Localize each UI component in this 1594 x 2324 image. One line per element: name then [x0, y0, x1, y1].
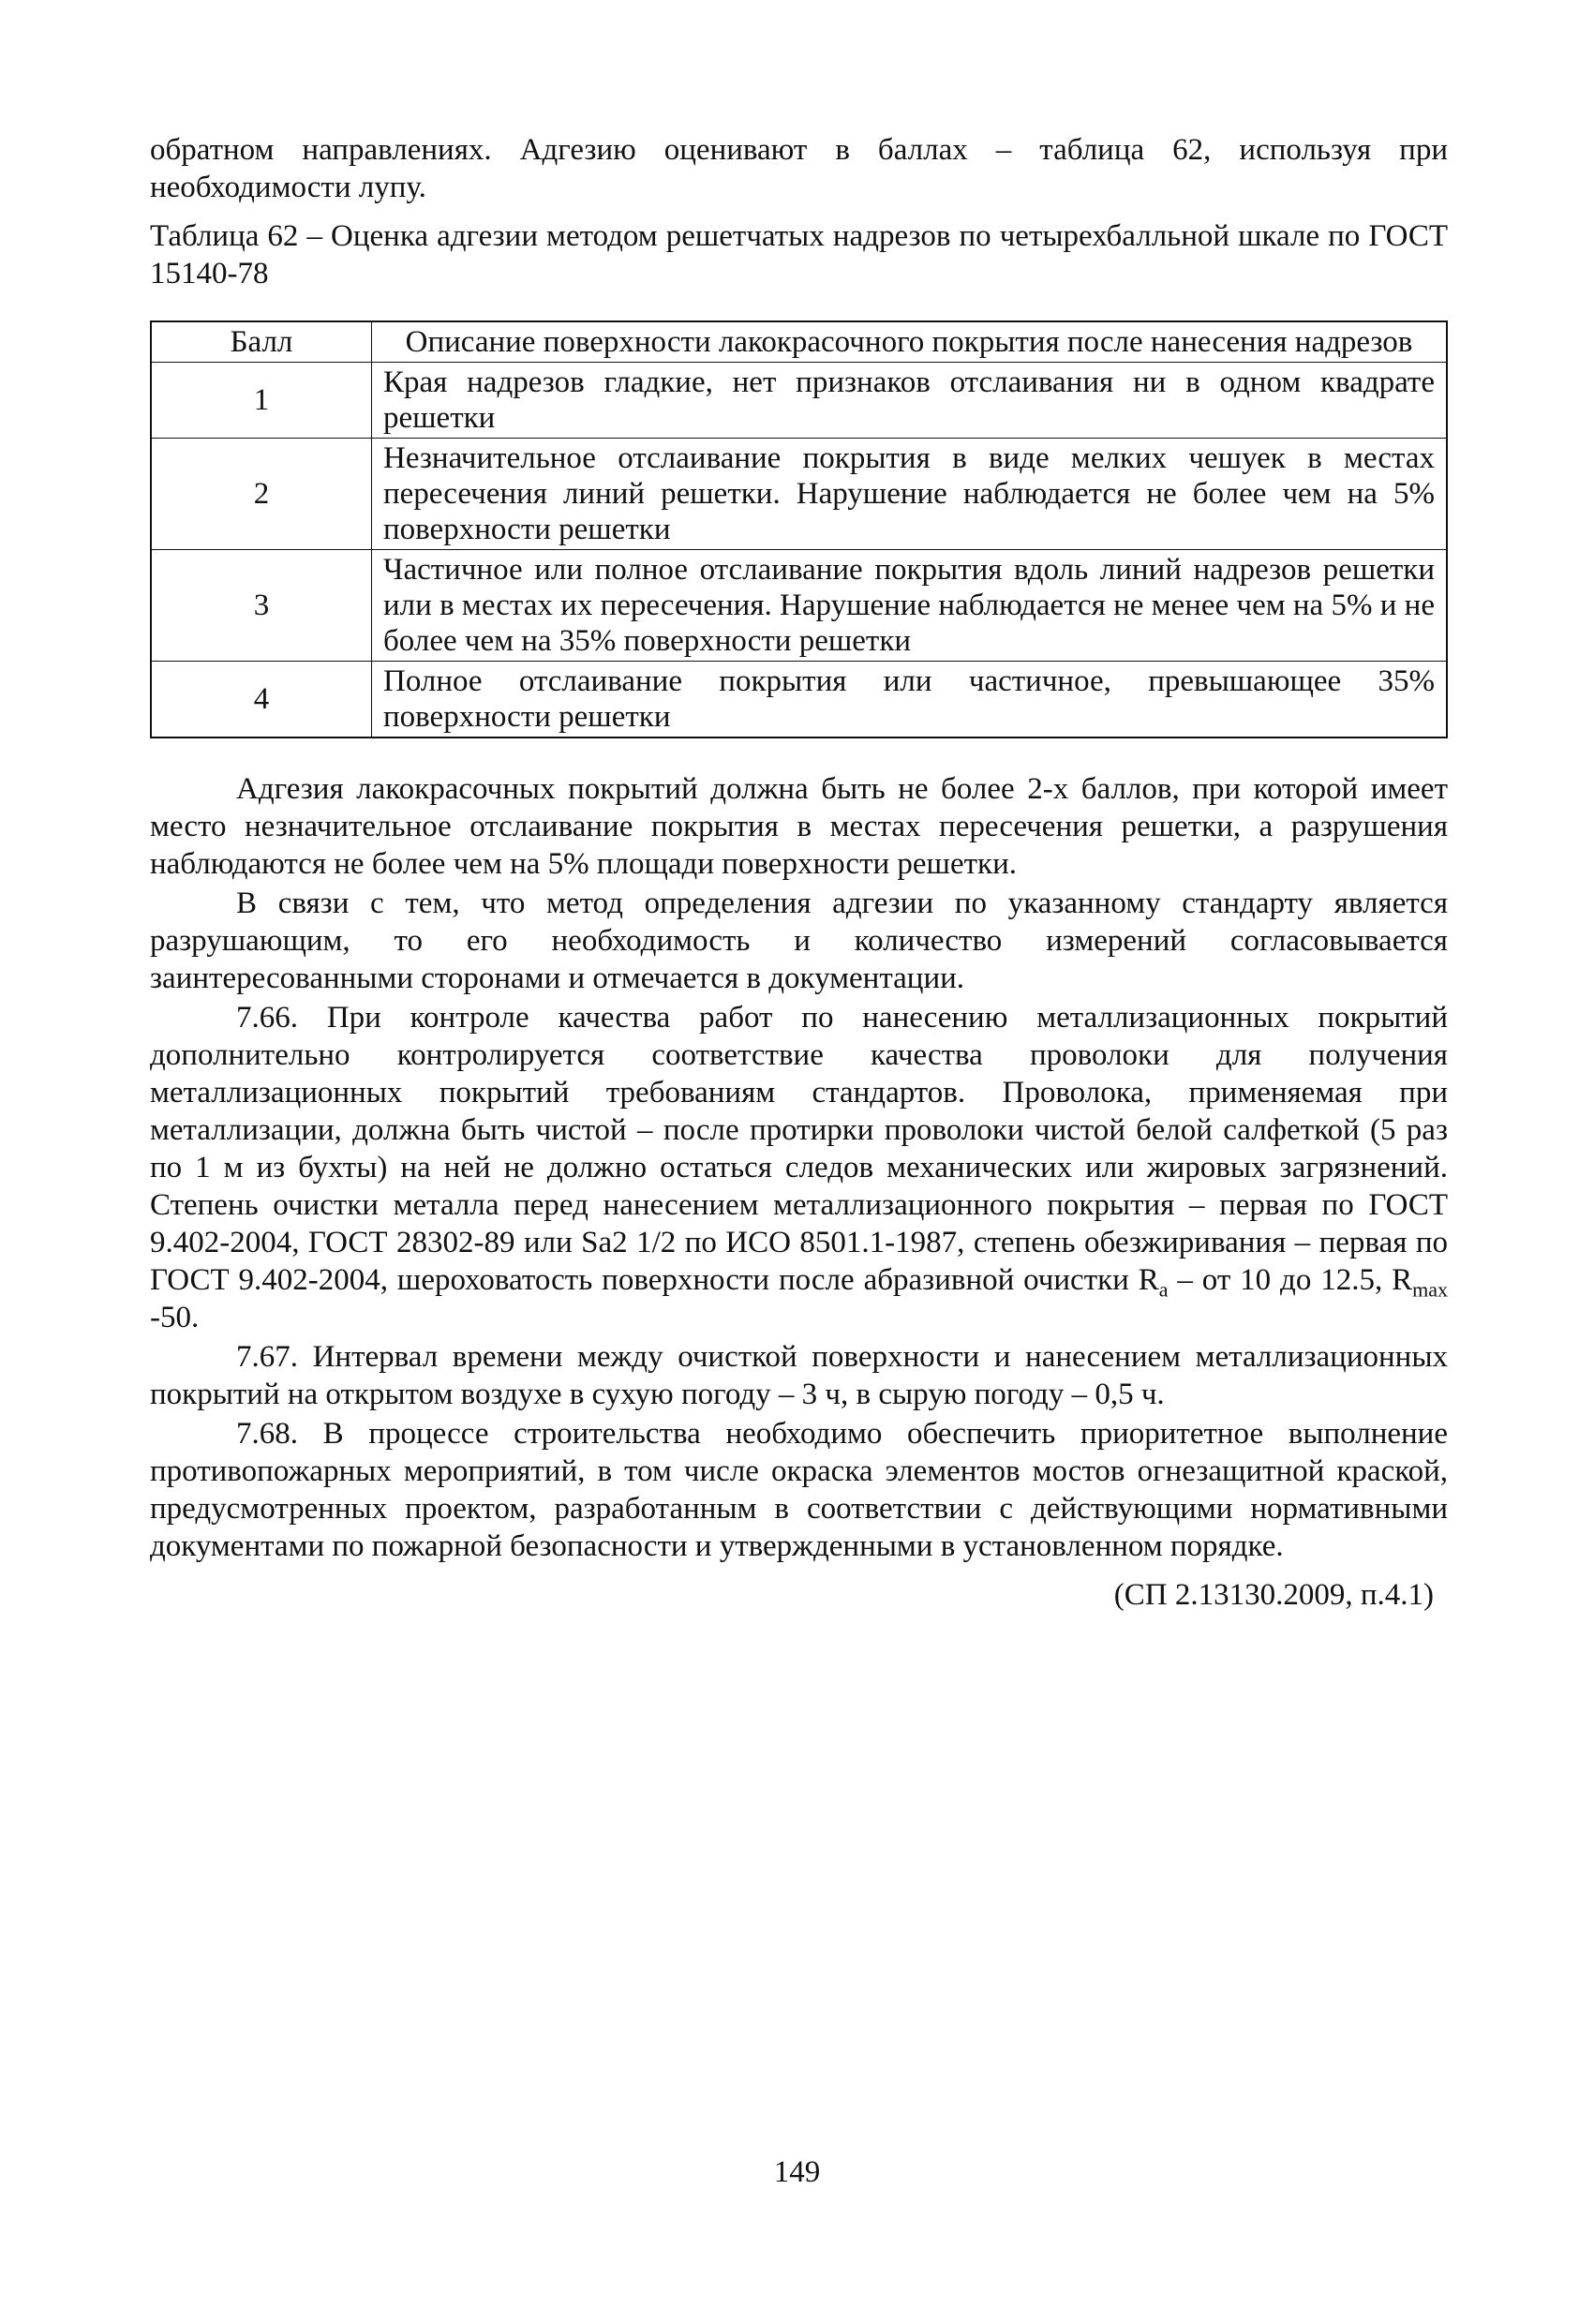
- grade-cell: 2: [151, 439, 372, 550]
- clause-7-66-text: 7.66. При контроле качества работ по нанесению металлизационных покрытий дополнительно контролируется соответствие качества проволоки для получения металлизационных покрытий требованиям стандартов. Проволока, применяемая при металлизации, должна быть чистой – после протирки проволоки чистой белой салфеткой (5 раз по 1 м из бухты) на ней не должно остаться следов механических или жировых загрязнений. Степень очистки металла перед нанесением металлизационного покрытия – первая по ГОСТ 9.402-2004, ГОСТ 28302-89 или Sa2 1/2 по ИСО 8501.1-1987, степень обезжиривания – первая по ГОСТ 9.402-2004, шероховатость поверхности после абразивной очистки R: [150, 1001, 1448, 1297]
- clause-7-66-paragraph: [150, 999, 1448, 1336]
- clause-7-67-paragraph: 7.67. Интервал времени между очисткой поверхности и нанесением металлизационных покрытий на открытом воздухе в сухую погоду – 3 ч, в сырую погоду – 0,5 ч.: [150, 1340, 1448, 1411]
- table-row: [151, 662, 1447, 738]
- clause-7-66-end: -50.: [150, 1301, 200, 1334]
- grade-cell: 3: [151, 550, 372, 662]
- header-grade: Балл: [151, 321, 372, 363]
- description-cell: Незначительное отслаивание покрытия в виде мелких чешуек в местах пересечения линий решетки. Нарушение наблюдается не более чем на 5% поверхности решетки: [372, 439, 1448, 550]
- description-cell: Полное отслаивание покрытия или частичное, превышающее 35% поверхности решетки: [372, 662, 1448, 738]
- clause-7-66-range: – от 10 до 12.5, R: [1168, 1263, 1413, 1297]
- grade-cell: 4: [151, 662, 372, 738]
- adhesion-grade-table: [150, 320, 1448, 738]
- intro-paragraph: обратном направлениях. Адгезию оценивают в баллах – таблица 62, используя при необходимости лупу.: [150, 133, 1448, 204]
- document-page: [150, 131, 1448, 1614]
- clause-7-68-paragraph: 7.68. В процессе строительства необходимо обеспечить приоритетное выполнение противопожарных мероприятий, в том числе окраска элементов мостов огнезащитной краской, предусмотренных проектом, разработанным в соответствии с действующими нормативными документами по пожарной безопасности и утвержденными в установленном порядке.: [150, 1417, 1448, 1563]
- page-number: 149: [773, 2155, 821, 2189]
- header-description: Описание поверхности лакокрасочного покрытия после нанесения надрезов: [372, 321, 1448, 363]
- grade-cell: 1: [151, 363, 372, 439]
- table-row: [151, 550, 1447, 662]
- roughness-subscript-a: a: [1158, 1277, 1169, 1302]
- table-row: [151, 439, 1447, 550]
- roughness-subscript-max: max: [1412, 1277, 1448, 1302]
- adhesion-limit-paragraph: Адгезия лакокрасочных покрытий должна быть не более 2-х баллов, при которой имеет место незначительное отслаивание покрытия в местах пересечения решетки, а разрушения наблюдаются не более чем на 5% площади поверхности решетки.: [150, 772, 1448, 881]
- table-caption: Таблица 62 – Оценка адгезии методом решетчатых надрезов по четырехбалльной шкале по ГОСТ 15140-78: [150, 219, 1448, 290]
- normative-reference: (СП 2.13130.2009, п.4.1): [1113, 1578, 1434, 1612]
- destructive-method-paragraph: В связи с тем, что метод определения адгезии по указанному стандарту является разрушающим, то его необходимость и количество измерений согласовывается заинтересованными сторонами и отмечается в документации.: [150, 886, 1448, 995]
- description-cell: Края надрезов гладкие, нет признаков отслаивания ни в одном квадрате решетки: [372, 363, 1448, 439]
- description-cell: Частичное или полное отслаивание покрытия вдоль линий надрезов решетки или в местах их пересечения. Нарушение наблюдается не менее чем на 5% и не более чем на 35% поверхности решетки: [372, 550, 1448, 662]
- table-header-row: [151, 321, 1447, 363]
- table-row: [151, 363, 1447, 439]
